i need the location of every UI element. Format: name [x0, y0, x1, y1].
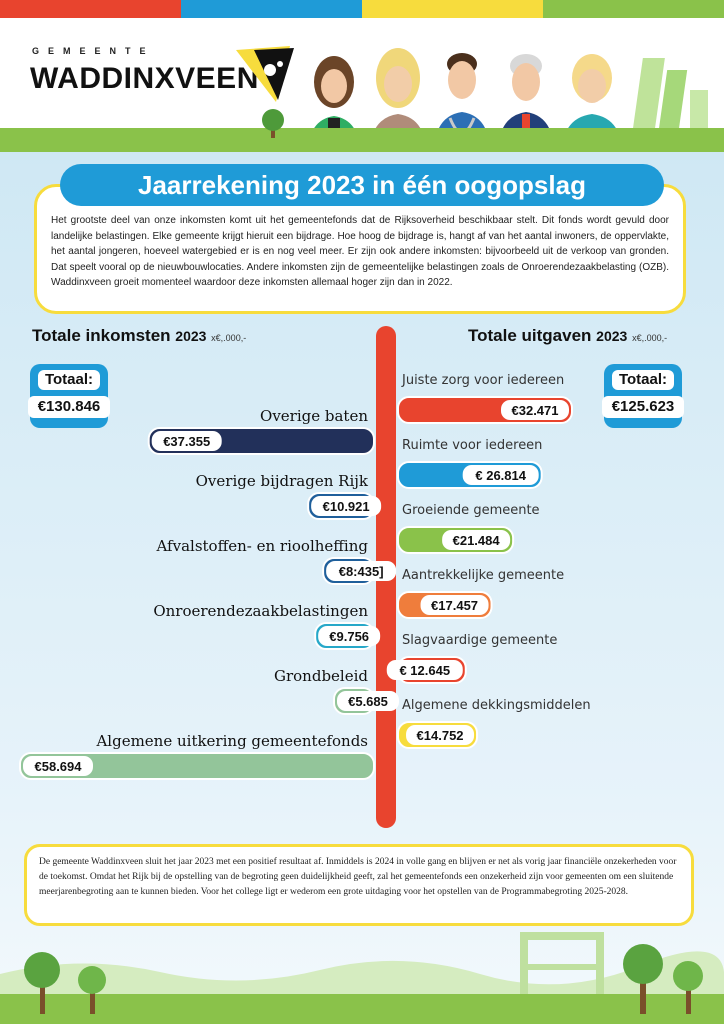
expense-value-label: € 26.814 — [475, 468, 526, 483]
expenses-total-value: €125.623 — [602, 396, 684, 418]
income-value-label: €10.921 — [322, 499, 370, 514]
income-category-label: Onroerendezaakbelastingen — [153, 602, 368, 620]
page-title: Jaarrekening 2023 in één oogopslag — [60, 164, 664, 206]
income-year: 2023 — [175, 328, 207, 344]
page-header — [0, 18, 724, 152]
expense-value-label: € 12.645 — [399, 663, 451, 678]
expenses-heading-label: Totale uitgaven — [468, 326, 592, 345]
expense-value-label: €14.752 — [416, 728, 464, 743]
expense-bar-group — [398, 438, 542, 488]
income-category-label: Afvalstoffen- en rioolheffing — [156, 537, 368, 555]
income-value-label: €37.355 — [163, 434, 211, 449]
municipality-logo-icon — [236, 46, 296, 104]
income-category-label: Overige bijdragen Rijk — [195, 472, 368, 490]
income-total-value: €130.846 — [28, 396, 110, 418]
expense-category-label: Algemene dekkingsmiddelen — [402, 698, 591, 713]
expense-category-label: Juiste zorg voor iedereen — [402, 373, 565, 388]
income-category-label: Algemene uitkering gemeentefonds — [96, 732, 368, 750]
income-bar-group — [20, 732, 374, 779]
expense-category-label: Ruimte voor iedereen — [402, 438, 543, 453]
income-bar-group — [149, 407, 374, 454]
income-value-label: €5.685 — [348, 694, 388, 709]
intro-text: Het grootste deel van onze inkomsten komt uit het gemeentefonds dat de Rijksoverheid beschikbaar stelt. Dit fonds wordt gevuld door landelijke belastingen. Elke gemeente krijgt hieruit een bijdrage. Hoe hoog de bijdrage is, hangt af van het aantal inwoners, de oppervlakte, het aantal jongeren, hoeveel watergebied er is en nog veel meer. Er zijn ook andere inkomsten: bijvoorbeeld uit de verkoop van gronden. Dat speelt vooral op de nieuwbouwlocaties. Andere inkomsten zijn de gemeentelijke belastingen zoals de Onroerendezaakbelasting (OZB). Waddinxveen groeit momenteel waardoor deze inkomsten allemaal hoger zijn dan in 2022. — [34, 184, 686, 314]
top-bar-red — [0, 0, 181, 18]
income-category-label: Overige baten — [260, 407, 368, 425]
landscape-illustration — [0, 914, 724, 1024]
expense-value-label: €32.471 — [511, 403, 559, 418]
expense-value-label: €17.457 — [431, 598, 479, 613]
income-bar-group — [196, 472, 382, 519]
top-bar-green — [543, 0, 724, 18]
expense-bar-group — [387, 633, 558, 683]
skyline-icon — [624, 50, 714, 130]
expenses-unit: x€,.000,- — [632, 333, 668, 343]
income-bar-group — [153, 602, 380, 649]
footer-text: De gemeente Waddinxveen sluit het jaar 2023 met een positief resultaat af. Inmiddels is 2024 in volle gang en blijven er net als vorig jaar financiële onzekerheden voor de toekomst. Omdat het Rijk bij de opstelling van de begroting geen duidelijkheid geeft, zal het gemeentefonds een onzekerheid zijn voor gemeenten om een sluitende meerjarenbegroting aan te kunnen bieden. Voor het college ligt er wederom een grote uitdaging voor het opstellen van de Programmabegroting 2025-2028. — [24, 844, 694, 926]
top-bar-blue — [181, 0, 362, 18]
income-value-label: €8:435] — [338, 564, 384, 579]
income-total-label: Totaal: — [38, 370, 100, 390]
expense-bar-group — [398, 698, 591, 748]
tree-icon — [258, 108, 288, 138]
expense-bar-group — [398, 373, 572, 423]
expense-category-label: Slagvaardige gemeente — [402, 633, 558, 648]
expenses-year: 2023 — [596, 328, 628, 344]
income-expenses-chart — [0, 322, 724, 832]
income-category-label: Grondbeleid — [274, 667, 368, 685]
income-unit: x€,.000,- — [211, 333, 247, 343]
expenses-total-label: Totaal: — [612, 370, 674, 390]
top-color-bar — [0, 0, 724, 18]
expense-bar-group — [398, 568, 564, 618]
header-grass — [0, 128, 724, 152]
expense-bar-group — [398, 503, 540, 553]
main-content — [0, 152, 724, 1024]
municipality-small-label: GEMEENTE — [32, 46, 155, 56]
municipality-wordmark: WADDINXVEEN — [30, 62, 259, 95]
income-heading-label: Totale inkomsten — [32, 326, 171, 345]
income-value-label: €58.694 — [34, 759, 82, 774]
expense-value-label: €21.484 — [452, 533, 500, 548]
top-bar-yellow — [362, 0, 543, 18]
expense-category-label: Aantrekkelijke gemeente — [402, 568, 565, 583]
income-value-label: €9.756 — [329, 629, 370, 644]
expense-category-label: Groeiende gemeente — [402, 503, 540, 518]
income-bar-group — [155, 537, 396, 584]
